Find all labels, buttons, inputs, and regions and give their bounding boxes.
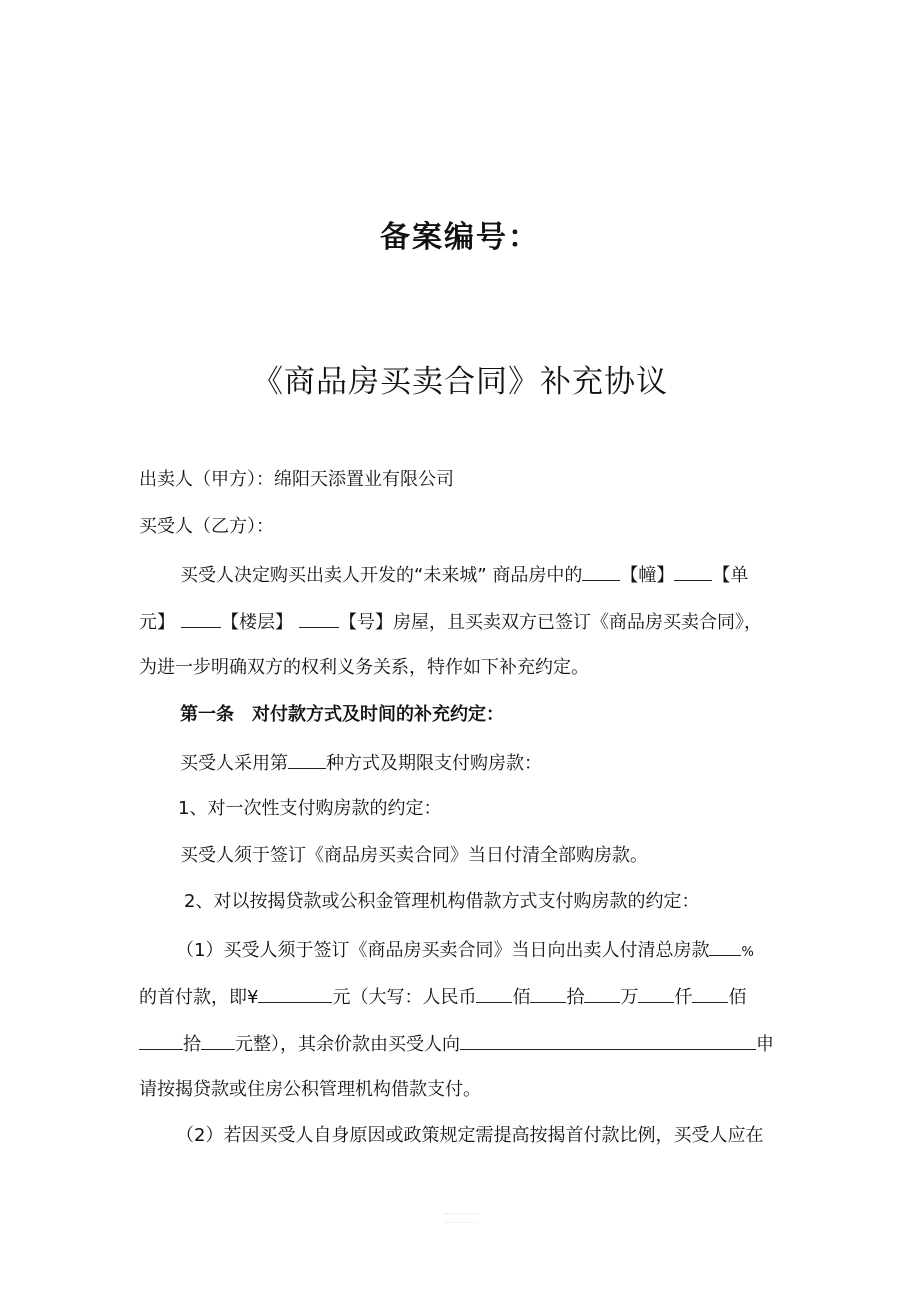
- payment-method-line: [180, 750, 542, 776]
- blank-down-payment-percent[interactable]: [709, 937, 741, 956]
- sub-text: 仟: [674, 987, 693, 1008]
- intro-text: 【幢】: [620, 565, 675, 586]
- sub-text: 万: [620, 987, 639, 1008]
- blank-amount-bai-wan[interactable]: [476, 984, 512, 1003]
- intro-text: 元】: [139, 612, 175, 633]
- document-title: 《商品房买卖合同》补充协议: [252, 364, 668, 400]
- article-1-heading: 第一条 对付款方式及时间的补充约定：: [180, 704, 504, 725]
- sub-text: 申: [756, 1034, 774, 1055]
- filing-number-label: 备案编号：: [380, 220, 540, 255]
- sub-text: 的首付款，即¥: [139, 987, 259, 1008]
- blank-amount-shi-wan[interactable]: [530, 984, 566, 1003]
- item-2-heading: 2、对以按揭贷款或公积金管理机构借款方式支付购房款的约定：: [184, 891, 700, 912]
- faint-watermark: [444, 1213, 478, 1223]
- blank-building[interactable]: [582, 562, 620, 581]
- blank-number[interactable]: [299, 609, 339, 628]
- blank-method[interactable]: [288, 750, 326, 769]
- blank-amount-yuan-unit[interactable]: [201, 1031, 235, 1050]
- intro-line-1: [180, 562, 748, 588]
- intro-line-2: [139, 609, 762, 635]
- intro-text: 【楼层】: [221, 612, 293, 633]
- sub-1-line-2: [139, 984, 746, 1010]
- seller-line: 出卖人（甲方）：绵阳天添置业有限公司: [139, 469, 454, 490]
- sub-text: （1）买受人须于签订《商品房买卖合同》当日向出卖人付清总房款: [176, 940, 710, 961]
- intro-text: 【单: [712, 565, 749, 586]
- sub-text: 元（大写：人民币: [332, 987, 477, 1008]
- method-text: 种方式及期限支付购房款：: [326, 753, 542, 774]
- sub-text: 拾: [183, 1034, 201, 1055]
- buyer-line: 买受人（乙方）：: [139, 516, 274, 537]
- item-1-text: 买受人须于签订《商品房买卖合同》当日付清全部购房款。: [180, 845, 648, 866]
- blank-amount-qian[interactable]: [638, 984, 674, 1003]
- sub-text: 拾: [566, 987, 585, 1008]
- sub-1-line-1: [176, 937, 754, 965]
- percent-sign: %: [741, 945, 754, 960]
- sub-1-line-4: 请按揭贷款或住房公积管理机构借款支付。: [139, 1079, 481, 1100]
- intro-text: 【号】房屋，且买卖双方已签订《商品房买卖合同》，: [339, 612, 762, 633]
- blank-floor[interactable]: [181, 609, 221, 628]
- method-text: 买受人采用第: [180, 753, 288, 774]
- sub-1-line-3: [139, 1031, 774, 1057]
- sub-text: 佰: [728, 987, 747, 1008]
- blank-amount-bai[interactable]: [692, 984, 728, 1003]
- sub-text: 元整），其余价款由买受人向: [235, 1034, 460, 1055]
- blank-amount-yuan[interactable]: [258, 984, 332, 1003]
- item-1-heading: 1、对一次性支付购房款的约定：: [178, 798, 442, 819]
- sub-2-line-1: （2）若因买受人自身原因或政策规定需提高按揭首付款比例，买受人应在: [176, 1125, 764, 1146]
- sub-text: 佰: [512, 987, 531, 1008]
- blank-unit[interactable]: [674, 562, 712, 581]
- intro-text: 买受人决定购买出卖人开发的“未来城” 商品房中的: [180, 565, 583, 586]
- blank-lender[interactable]: [460, 1031, 756, 1050]
- blank-amount-shi[interactable]: [139, 1031, 183, 1050]
- blank-amount-wan[interactable]: [584, 984, 620, 1003]
- intro-line-3: 为进一步明确双方的权利义务关系，特作如下补充约定。: [139, 657, 589, 678]
